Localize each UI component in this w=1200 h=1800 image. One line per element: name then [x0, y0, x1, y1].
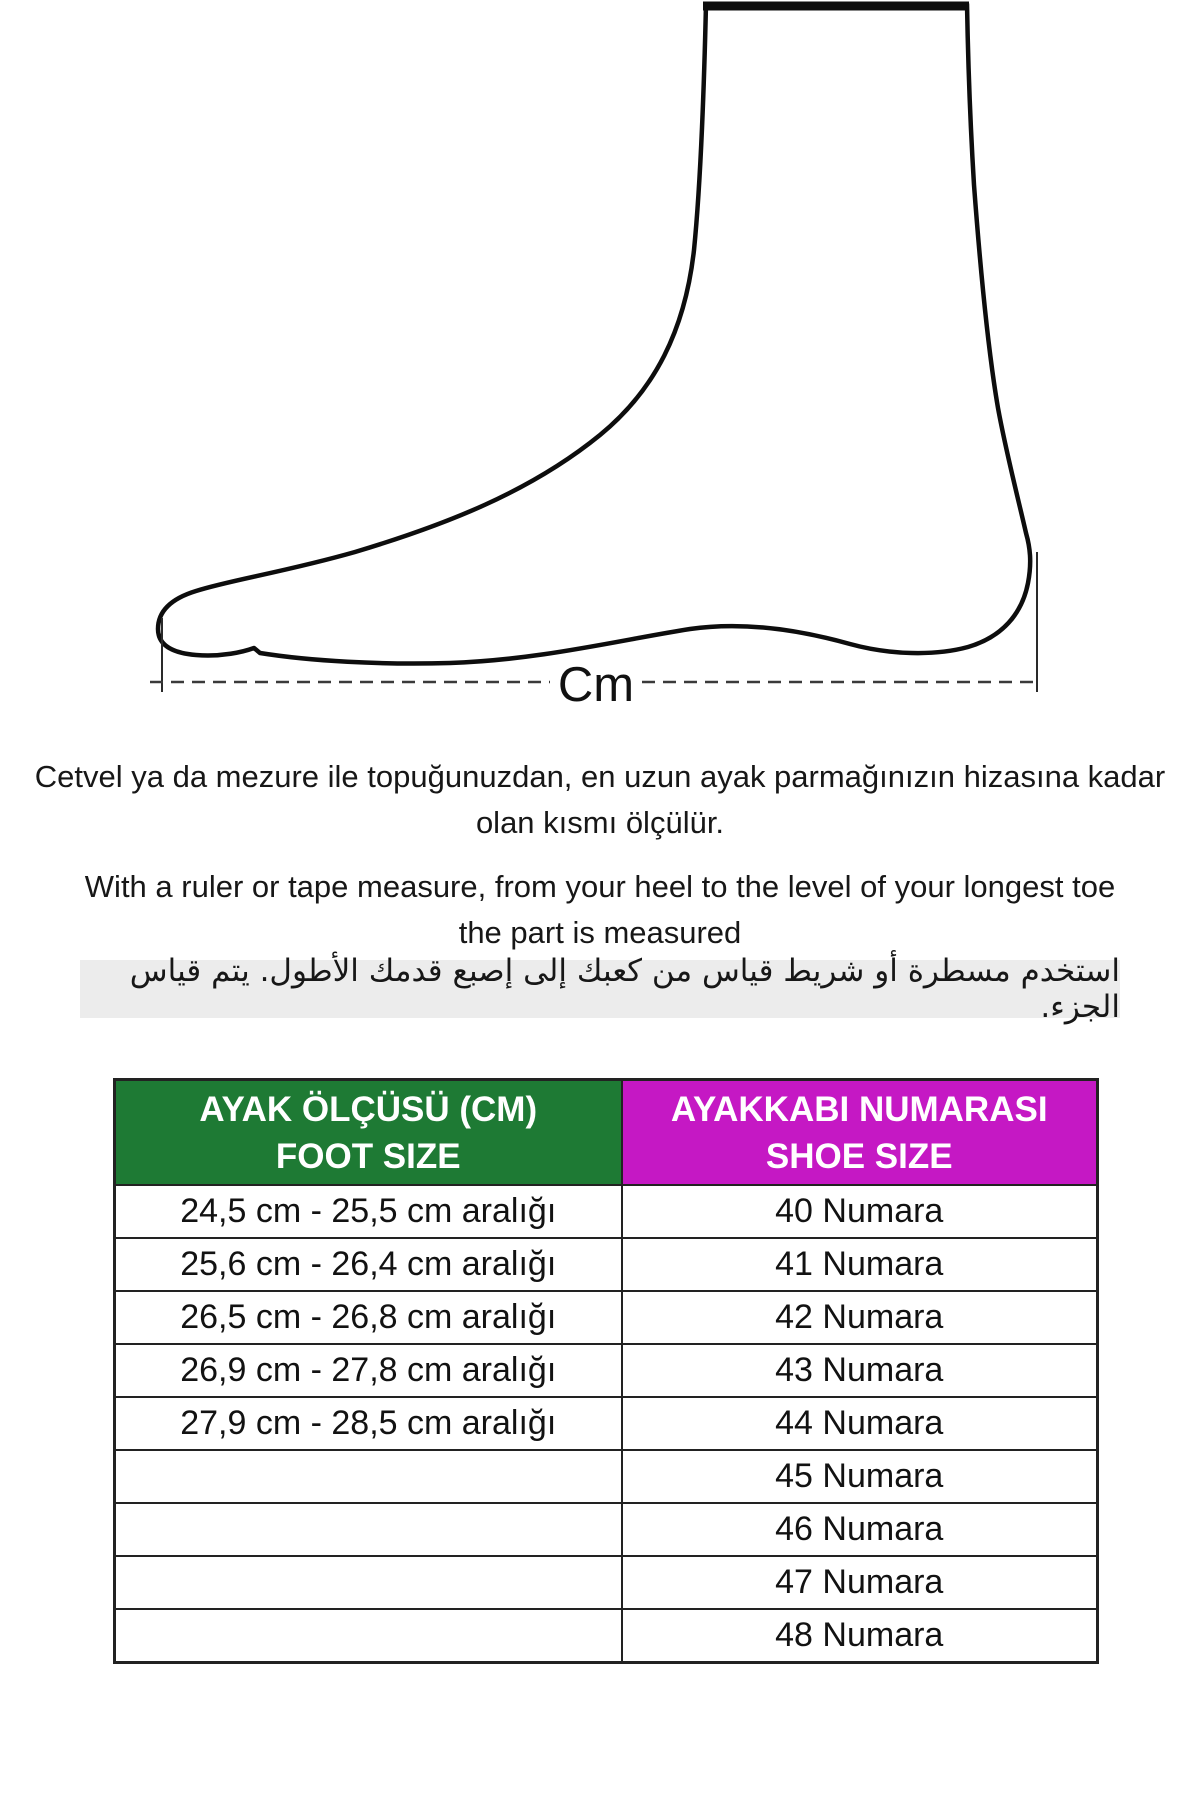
foot-size-cell: 25,6 cm - 26,4 cm aralığı: [115, 1238, 622, 1291]
instruction-english-line1: With a ruler or tape measure, from your heel to the level of your longest toe: [84, 869, 1116, 904]
table-row: [115, 1450, 1098, 1503]
foot-size-header-line1: AYAK ÖLÇÜSÜ (CM): [199, 1089, 538, 1129]
instruction-english: [0, 864, 1200, 956]
shoe-size-cell: 41 Numara: [622, 1238, 1098, 1291]
foot-size-header: [115, 1080, 622, 1186]
cm-label: Cm: [557, 658, 635, 712]
instruction-turkish: [0, 754, 1200, 846]
table-header-row: [115, 1080, 1098, 1186]
foot-size-cell: 27,9 cm - 28,5 cm aralığı: [115, 1397, 622, 1450]
foot-measurement-diagram: [0, 0, 1200, 745]
shoe-size-header-line2: SHOE SIZE: [765, 1136, 953, 1176]
table-row: [115, 1291, 1098, 1344]
foot-size-cell: [115, 1556, 622, 1609]
shoe-size-cell: 43 Numara: [622, 1344, 1098, 1397]
instruction-turkish-line2: olan kısmı ölçülür.: [475, 805, 725, 840]
foot-outline: [158, 4, 1030, 664]
shoe-size-cell: 40 Numara: [622, 1185, 1098, 1238]
foot-size-cell: [115, 1503, 622, 1556]
size-conversion-table: [113, 1078, 1099, 1664]
table-row: [115, 1344, 1098, 1397]
shoe-size-cell: 44 Numara: [622, 1397, 1098, 1450]
foot-size-cell: 26,5 cm - 26,8 cm aralığı: [115, 1291, 622, 1344]
shoe-size-header-line1: AYAKKABI NUMARASI: [670, 1089, 1048, 1129]
shoe-size-cell: 42 Numara: [622, 1291, 1098, 1344]
foot-size-header-line2: FOOT SIZE: [275, 1136, 461, 1176]
table-row: [115, 1238, 1098, 1291]
instruction-turkish-line1: Cetvel ya da mezure ile topuğunuzdan, en uzun ayak parmağınızın hizasına kadar: [34, 759, 1166, 794]
foot-size-cell: 24,5 cm - 25,5 cm aralığı: [115, 1185, 622, 1238]
shoe-size-header: [622, 1080, 1098, 1186]
shoe-size-cell: 46 Numara: [622, 1503, 1098, 1556]
instruction-arabic: [80, 953, 1120, 1025]
shoe-size-cell: 48 Numara: [622, 1609, 1098, 1663]
table-row: [115, 1609, 1098, 1663]
foot-size-cell: 26,9 cm - 27,8 cm aralığı: [115, 1344, 622, 1397]
table-row: [115, 1556, 1098, 1609]
table-row: [115, 1185, 1098, 1238]
shoe-size-cell: 45 Numara: [622, 1450, 1098, 1503]
foot-size-cell: [115, 1450, 622, 1503]
instruction-english-line2: the part is measured: [458, 915, 742, 950]
shoe-size-cell: 47 Numara: [622, 1556, 1098, 1609]
table-row: [115, 1503, 1098, 1556]
foot-size-cell: [115, 1609, 622, 1663]
table-row: [115, 1397, 1098, 1450]
instruction-arabic-text: استخدم مسطرة أو شريط قياس من كعبك إلى إصبع قدمك الأطول. يتم قياس الجزء.: [129, 953, 1120, 1025]
